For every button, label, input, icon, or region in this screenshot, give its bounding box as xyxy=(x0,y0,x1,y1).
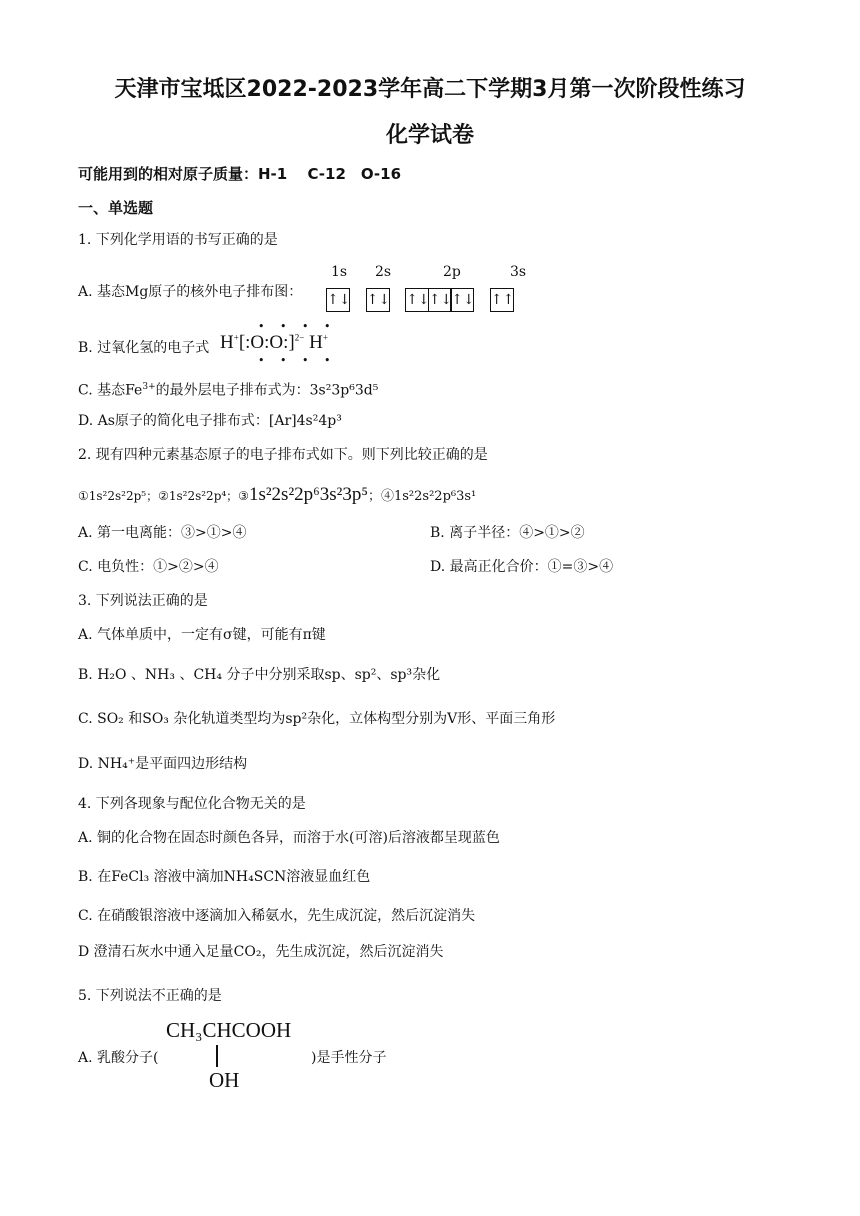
q3-option-d: D. NH₄⁺是平面四边形结构 xyxy=(78,756,248,772)
orbital-label-2s: 2s xyxy=(375,264,392,280)
bond-line xyxy=(216,1045,218,1067)
lactic-acid-formula-top: CH₃CHCOOH xyxy=(166,1018,292,1042)
q4-option-d: D 澄清石灰水中通入足量CO₂，先生成沉淀，然后沉淀消失 xyxy=(78,944,444,960)
q4-option-a: A. 铜的化合物在固态时颜色各异，而溶于水(可溶)后溶液都呈现蓝色 xyxy=(78,830,500,846)
config-3: 1s²2s²2p⁶3s²3p⁵ xyxy=(248,484,368,505)
q5-option-a-suffix: )是手性分子 xyxy=(311,1050,387,1066)
orbital-box-2s: ↑↓ xyxy=(366,288,390,312)
question-1-stem: 1. 下列化学用语的书写正确的是 xyxy=(78,232,278,248)
q5-option-a-prefix: A. 乳酸分子( xyxy=(78,1050,159,1066)
q3-option-c: C. SO₂ 和SO₃ 杂化轨道类型均为sp²杂化，立体构型分别为V形、平面三角形 xyxy=(78,711,556,727)
q4-option-b: B. 在FeCl₃ 溶液中滴加NH₄SCN溶液显血红色 xyxy=(78,869,371,885)
q4-option-c: C. 在硝酸银溶液中逐滴加入稀氨水，先生成沉淀，然后沉淀消失 xyxy=(78,908,476,924)
q2-configs: ①1s²2s²2p⁵；②1s²2s²2p⁴；③1s²2s²2p⁶3s²3p⁵；④1s²2s²2p⁶3s¹ xyxy=(78,484,477,505)
orbital-box-2p-1: ↑↓ xyxy=(405,288,429,312)
lactic-acid-formula-bottom: OH xyxy=(209,1068,240,1092)
q2-option-a: A. 第一电离能：③>①>④ xyxy=(78,525,247,541)
orbital-label-1s: 1s xyxy=(331,264,348,280)
formula-charge: 2− xyxy=(294,332,305,343)
q3-option-a: A. 气体单质中，一定有σ键，可能有π键 xyxy=(78,627,326,643)
q1-option-d: D. As原子的简化电子排布式：[Ar]4s²4p³ xyxy=(78,413,342,429)
formula-bracket: [:O:O:] xyxy=(238,332,295,353)
orbital-box-3s: ↑↑ xyxy=(490,288,514,312)
q2-option-b: B. 离子半径：④>①>② xyxy=(430,525,585,541)
page-title: 天津市宝坻区2022-2023学年高二下学期3月第一次阶段性练习 xyxy=(114,77,746,102)
q2-option-d: D. 最高正化合价：①=③>④ xyxy=(430,559,614,575)
electron-dots-top: • • • • xyxy=(258,320,337,333)
orbital-diagram xyxy=(326,288,524,312)
page-subtitle: 化学试卷 xyxy=(385,123,474,148)
q1-option-b: B. 过氧化氢的电子式 xyxy=(78,340,210,356)
question-3-stem: 3. 下列说法正确的是 xyxy=(78,593,208,609)
section-heading: 一、单选题 xyxy=(78,199,154,217)
orbital-box-2p-3: ↑↓ xyxy=(450,288,474,312)
electron-dots-bottom: • • • • xyxy=(258,354,337,367)
orbital-box-2p-2: ↑↓ xyxy=(428,288,452,312)
orbital-label-2p: 2p xyxy=(443,264,461,280)
question-2-stem: 2. 现有四种元素基态原子的电子排布式如下。则下列比较正确的是 xyxy=(78,447,488,463)
orbital-label-3s: 3s xyxy=(510,264,527,280)
q1-option-c: C. 基态$Fe^{3+}$的最外层电子排布式为：3s²3p⁶3d⁵ xyxy=(78,382,379,399)
peroxide-formula: H+[:O:O:]$^{2-}$ H+ xyxy=(220,332,328,353)
q1-option-a: A. 基态Mg原子的核外电子排布图： xyxy=(78,284,303,300)
orbital-box-1s: ↑↓ xyxy=(326,288,350,312)
atomic-mass-note: 可能用到的相对原子质量：H-1 C-12 O-16 xyxy=(78,165,402,183)
q3-option-b: B. H₂O 、NH₃ 、CH₄ 分子中分别采取sp、sp²、sp³杂化 xyxy=(78,667,441,683)
question-4-stem: 4. 下列各现象与配位化合物无关的是 xyxy=(78,796,306,812)
formula-h-right: H xyxy=(309,332,323,353)
q2-option-c: C. 电负性：①>②>④ xyxy=(78,559,219,575)
question-5-stem: 5. 下列说法不正确的是 xyxy=(78,988,222,1004)
formula-h-left: H xyxy=(220,332,234,353)
